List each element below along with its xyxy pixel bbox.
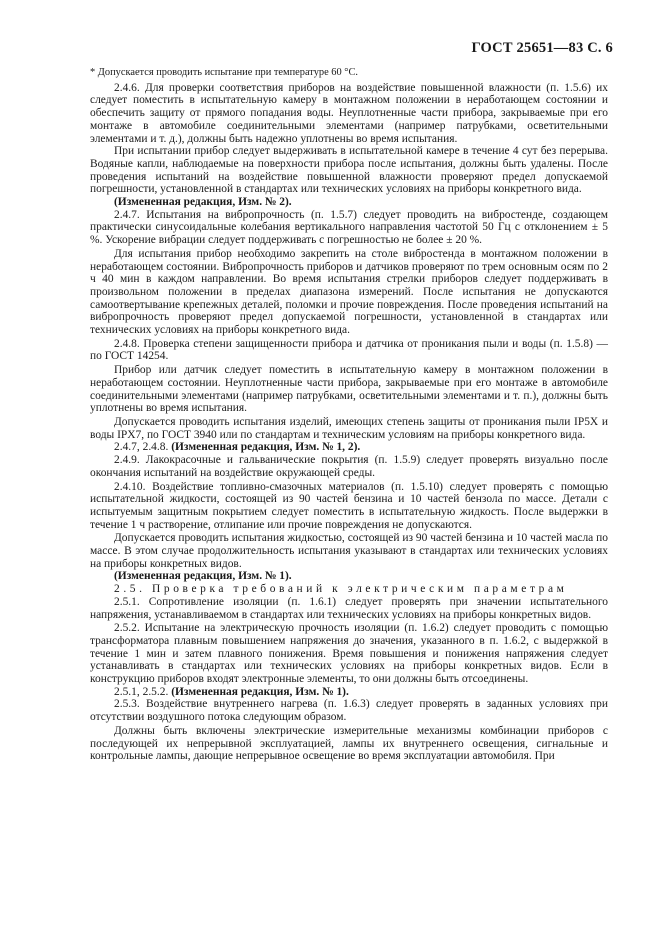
paragraph: 2.4.9. Лакокрасочные и гальванические покрытия (п. 1.5.9) следует проверять визуально после окончания испытаний на воздействие окружающей среды. [90,454,608,479]
paragraph: Допускается проводить испытания жидкостью, состоящей из 90 частей бензина и 10 частей масла по массе. В этом случае продолжительность испытания указывают в стандартах или технических условиях на приборы конкретных видов. [90,532,608,570]
amendment-note: (Измененная редакция, Изм. № 1). [114,570,292,583]
amendment-bold: (Измененная редакция, Изм. № 1). [171,685,349,698]
paragraph: 2.4.8. Проверка степени защищенности прибора и датчика от проникания пыли и воды (п. 1.5.8) — по ГОСТ 14254. [90,337,608,363]
amendment-bold: (Измененная редакция, Изм. № 1, 2). [171,441,361,454]
paragraph: 2.5.3. Воздействие внутреннего нагрева (п. 1.6.3) следует проверять в заданных условиях при отсутствии воздушного потока следующим образом. [90,698,608,724]
amendment-note: (Измененная редакция, Изм. № 2). [114,196,292,209]
paragraph: Прибор или датчик следует поместить в испытательную камеру в монтажном положении в неработающем состоянии. Неуплотненные части прибора, закрываемые при его монтаже в автомобиле соединительными элементами (например патрубками, осветительными элементами и т. п.), должны быть уплотнены во время испытания. [90,364,608,415]
paragraph: При испытании прибор следует выдерживать в испытательной камере в течение 4 сут без перерыва. Водяные капли, наблюдаемые на поверхности прибора после испытания, должны быть удалены. После проведения испытаний на воздействие повышенной влажности проверяют предел допускаемой погрешности, установленной в стандартах или технических условиях на приборы конкретного вида. [90,145,608,196]
paragraph: Должны быть включены электрические измерительные механизмы комбинации приборов с последующей их непрерывной эксплуатацией, лампы их внутреннего освещения, сигнальные и контрольные лампы, дающие непрерывное освещение во время эксплуатации автомобиля. При [90,724,608,763]
paragraph: Допускается проводить испытания изделий, имеющих степень защиты от проникания пыли IP5X и воды IPX7, по ГОСТ 3940 или по стандартам и техническим условиям на приборы конкретного вида. [90,415,608,441]
paragraph: Для испытания прибор необходимо закрепить на столе вибростенда в монтажном положении в неработающем состоянии. Вибропрочность приборов и датчиков проверяют по трем основным осям по 2 ч 40 мин в каждом направлении. Во время испытания стрелки приборов следует поддерживать в произвольном положении в пределах диапазона измерений. После испытания не допускаются самоотвертывание крепежных деталей, поломки и прочие повреждения. После проведения испытаний на вибропрочность проверяют предел допускаемой погрешности, установленной в стандартах или технических условиях на приборы конкретного вида. [90,247,608,337]
amendment-note: 2.5.1, 2.5.2. (Измененная редакция, Изм. № 1). [114,685,349,698]
paragraph: 2.4.6. Для проверки соответствия приборов на воздействие повышенной влажности (п. 1.5.6) их следует поместить в испытательную камеру в монтажном положении в неработающем состоянии и обеспечить защиту от прямого попадания воды. Неуплотненные части прибора, закрываемые при его монтаже в автомобиле соединительными элементами (например патрубками, осветительными элементами и т. д.), должны быть надежно уплотнены во время испытания. [90,81,608,145]
paragraph: 2.5.1. Сопротивление изоляции (п. 1.6.1) следует проверять при значении испытательного напряжения, устанавливаемом в стандартах или технических условиях на приборы конкретных видов. [90,595,608,621]
footnote: * Допускается проводить испытание при температуре 60 °С. [90,67,358,78]
paragraph: 2.4.7. Испытания на вибропрочность (п. 1.5.7) следует проводить на вибростенде, создающем практически синусоидальные колебания вертикального направления частотой 50 Гц с отклонением ± 5 %. Ускорение вибрации следует поддерживать с погрешностью не более ± 20 %. [90,208,608,247]
paragraph: 2.4.10. Воздействие топливно-смазочных материалов (п. 1.5.10) следует проверять с помощью испытательной жидкости, состоящей из 90 частей бензина и 10 частей бензола по массе. Детали с испытуемым защитным покрытием следует поместить в испытательную жидкость. После выдержки в течение 1 ч растворение, отлипание или прочие повреждения не допускаются. [90,480,608,531]
amendment-note: 2.4.7, 2.4.8. (Измененная редакция, Изм. № 1, 2). [114,441,361,454]
section-heading: 2.5. Проверка требований к электрическим параметрам [114,583,568,596]
page-header: ГОСТ 25651—83 С. 6 [471,40,613,56]
document-body [90,67,608,763]
paragraph: 2.5.2. Испытание на электрическую прочность изоляции (п. 1.6.2) следует проводить с помощью трансформатора плавным повышением напряжения до значения, указанного в п. 1.6.2, с выдержкой в течение 1 мин и затем плавного понижения. Время повышения и понижения напряжения следует устанавливать в стандартах или технических условиях на приборы конкретных видов. Если в конструкцию приборов входят электронные элементы, то они должны быть отсоединены. [90,622,608,686]
